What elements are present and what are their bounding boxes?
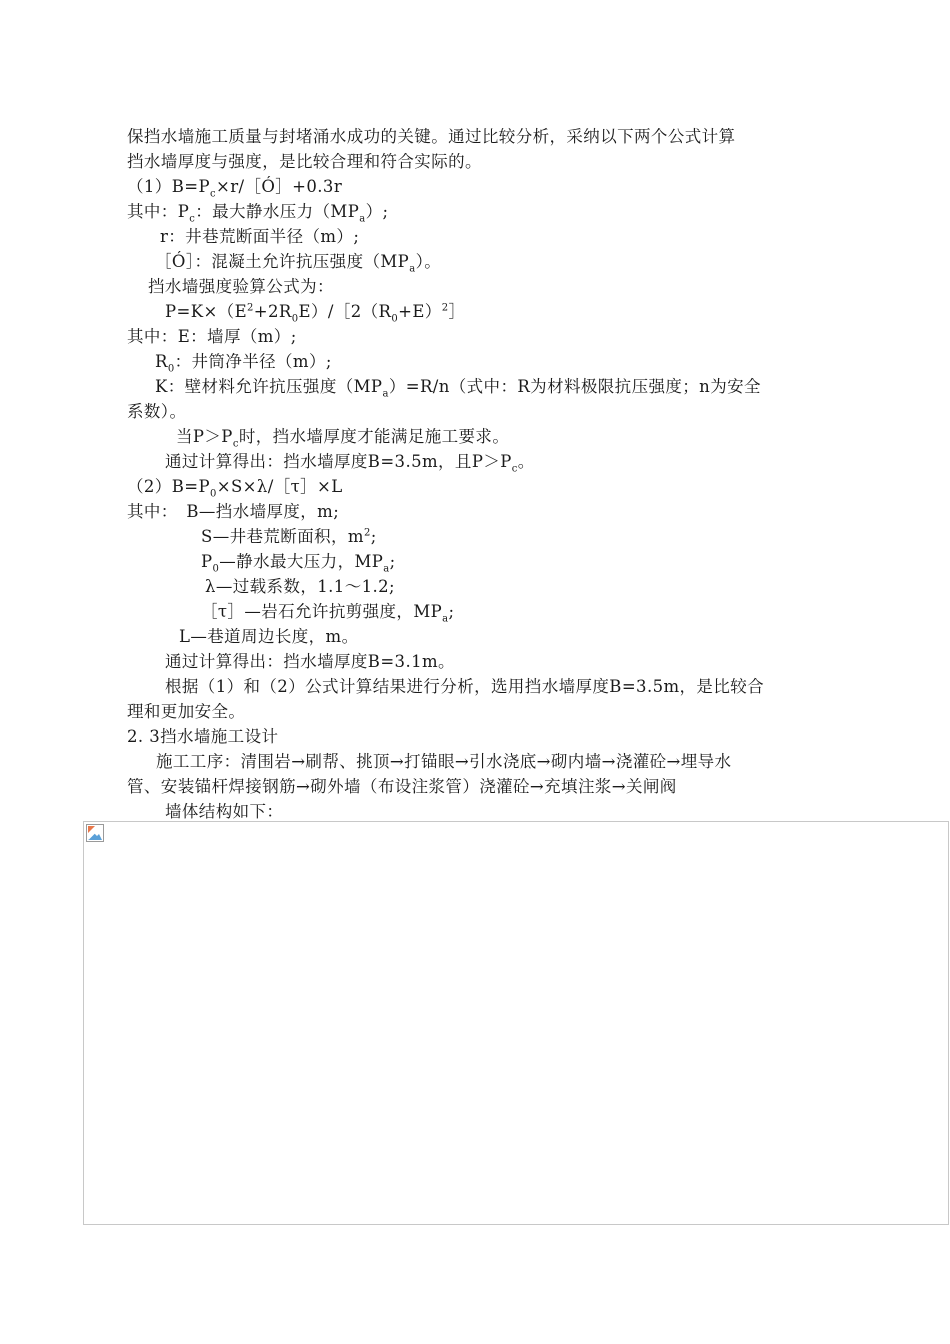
subscript: a	[383, 563, 390, 575]
subscript: c	[189, 213, 196, 225]
text: ：最大静水压力（MP	[195, 202, 360, 221]
paragraph-line	[127, 127, 735, 147]
subscript: c	[511, 463, 518, 475]
text: 挡水墙强度验算公式为：	[148, 277, 334, 296]
text: r：井巷荒断面半径（m）;	[160, 227, 360, 246]
where-line	[201, 602, 455, 625]
text: S—井巷荒断面积，m	[201, 527, 364, 546]
subscript: 0	[212, 563, 220, 575]
figure-placeholder	[83, 821, 949, 1225]
where-line	[179, 627, 359, 647]
text: ×S×λ/［τ］×L	[216, 477, 343, 496]
subscript: c	[209, 188, 216, 200]
subscript: a	[382, 388, 389, 400]
where-line	[155, 377, 761, 400]
where-line	[127, 327, 297, 347]
subscript: 0	[291, 313, 299, 325]
formula-1	[127, 177, 343, 200]
subscript: 0	[167, 363, 175, 375]
text: —静水最大压力，MP	[219, 552, 384, 571]
text: K：壁材料允许抗压强度（MP	[155, 377, 383, 396]
subscript: 0	[391, 313, 399, 325]
text: +2R	[253, 302, 292, 321]
where-line	[127, 502, 339, 522]
subscript: a	[359, 213, 366, 225]
text: 其中： B—挡水墙厚度，m;	[127, 502, 340, 521]
superscript: 2	[247, 302, 254, 314]
where-line	[160, 227, 359, 247]
text: L—巷道周边长度，m。	[179, 627, 359, 646]
text: ［τ］—岩石允许抗剪强度，MP	[201, 602, 443, 621]
paragraph-line	[176, 427, 510, 450]
text: P	[201, 552, 213, 571]
text: 。	[517, 452, 535, 471]
paragraph-line	[127, 702, 245, 722]
formula-2	[127, 477, 343, 500]
text: ×r/［Ó］+0.3r	[215, 177, 343, 196]
subscript: 0	[209, 488, 217, 500]
paragraph-line	[165, 677, 764, 697]
text: ;	[448, 602, 455, 621]
broken-image-icon	[86, 824, 104, 842]
text: ［Ó］：混凝土允许抗压强度（MP	[155, 252, 410, 271]
text: 挡水墙厚度与强度，是比较合理和符合实际的。	[127, 152, 482, 171]
paragraph-line	[127, 152, 482, 172]
text: ）=R/n（式中：R为材料极限抗压强度；n为安全	[388, 377, 761, 396]
text: 通过计算得出：挡水墙厚度B=3.5m，且P＞P	[165, 452, 512, 471]
where-line	[155, 352, 332, 375]
text: （1）B=P	[127, 177, 210, 196]
text: ）;	[365, 202, 389, 221]
text: R	[155, 352, 168, 371]
subscript: c	[232, 438, 239, 450]
text: 管、安装锚杆焊接钢筋→砌外墙（布设注浆管）浇灌砼→充填注浆→关闸阀	[127, 777, 677, 796]
paragraph-line	[165, 652, 455, 672]
text: ：井筒净半径（m）;	[174, 352, 332, 371]
text: P=K×（E	[165, 302, 248, 321]
where-line	[201, 552, 396, 575]
formula-check	[165, 302, 466, 325]
paragraph-line	[148, 277, 334, 297]
text: ］	[448, 302, 466, 321]
paragraph-line	[156, 752, 731, 772]
paragraph-line	[127, 402, 186, 422]
text: 其中：P	[127, 202, 190, 221]
subscript: a	[442, 613, 449, 625]
text: 根据（1）和（2）公式计算结果进行分析，选用挡水墙厚度B=3.5m，是比较合	[165, 677, 765, 696]
text: 2. 3挡水墙施工设计	[127, 727, 279, 746]
paragraph-line	[165, 452, 535, 475]
section-heading	[127, 727, 278, 747]
text: 当P＞P	[176, 427, 233, 446]
text: E）/［2（R	[298, 302, 392, 321]
text: 系数）。	[127, 402, 187, 421]
text: ）。	[415, 252, 442, 271]
paragraph-line	[127, 777, 677, 797]
text: 保挡水墙施工质量与封堵涌水成功的关键。通过比较分析，采纳以下两个公式计算	[127, 127, 736, 146]
where-line	[205, 577, 395, 597]
where-line	[127, 202, 389, 225]
subscript: a	[409, 263, 416, 275]
where-line	[155, 252, 442, 275]
superscript: 2	[363, 527, 371, 539]
text: （2）B=P	[127, 477, 210, 496]
paragraph-line	[165, 802, 283, 822]
text: +E）	[398, 302, 442, 321]
text: ;	[389, 552, 396, 571]
superscript: 2	[441, 302, 449, 314]
text: 时，挡水墙厚度才能满足施工要求。	[238, 427, 510, 446]
text: 理和更加安全。	[127, 702, 246, 721]
where-line	[201, 527, 377, 547]
text: 施工工序：清围岩→刷帮、挑顶→打锚眼→引水浇底→砌内墙→浇灌砼→埋导水	[156, 752, 732, 771]
text: ;	[370, 527, 377, 546]
text: 墙体结构如下：	[165, 802, 284, 821]
text: λ—过载系数，1.1～1.2;	[205, 577, 395, 596]
text: 通过计算得出：挡水墙厚度B=3.1m。	[165, 652, 455, 671]
text: 其中：E：墙厚（m）;	[127, 327, 297, 346]
